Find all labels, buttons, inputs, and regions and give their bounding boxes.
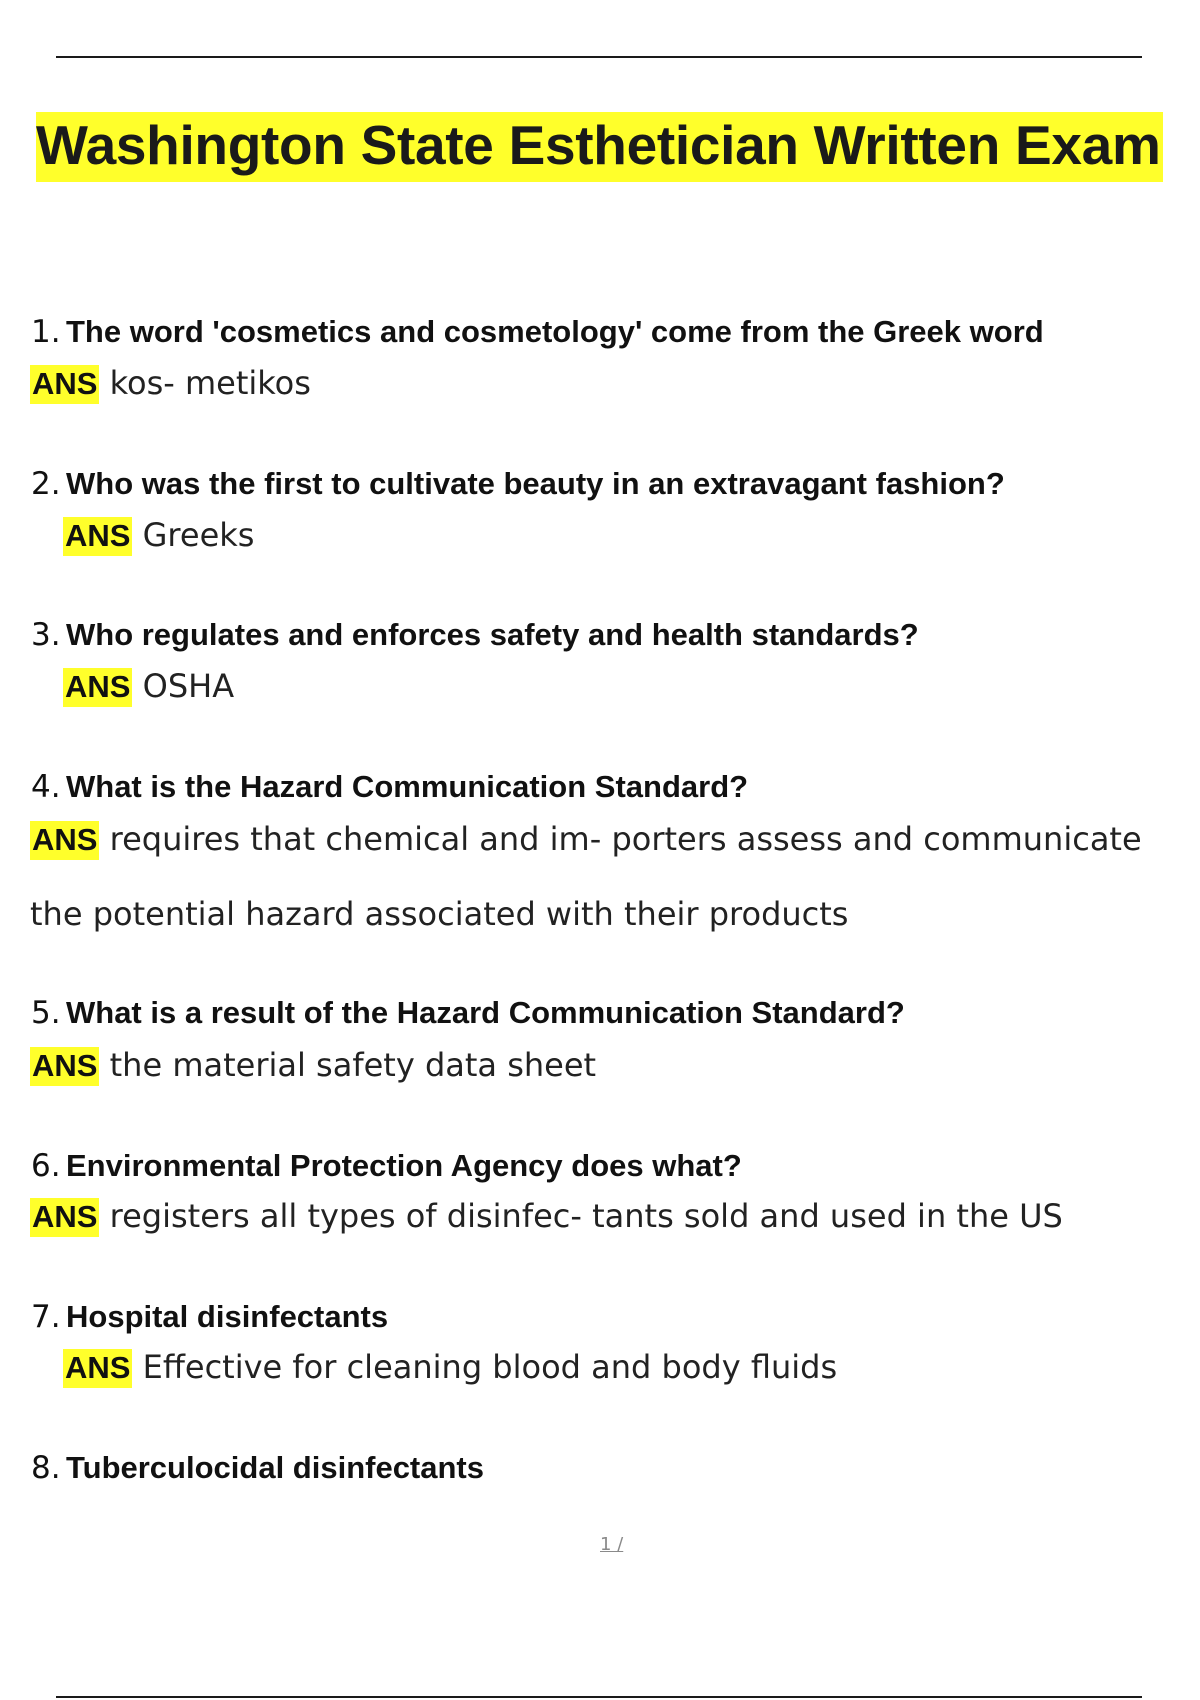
question-number: 7. [31,1299,61,1335]
answer-tag: ANS [30,821,99,860]
answer-text: Effective for cleaning blood and body fluids [142,1348,838,1386]
question-number: 6. [31,1148,61,1184]
question-number: 3. [31,617,61,653]
answer-tag: ANS [63,517,132,556]
answer-6 [0,1197,1200,1235]
question-text: What is the Hazard Communication Standard? [66,769,749,804]
answer-3 [0,667,1200,705]
top-rule [56,56,1142,58]
answer-text: kos- metikos [109,364,311,402]
answer-tag: ANS [63,1349,132,1388]
answer-4 [0,820,1200,858]
document-title-highlight: Washington State Esthetician Written Exam [36,112,1163,182]
answer-text: OSHA [142,667,235,705]
answer-7 [0,1348,1200,1386]
answer-tag: ANS [30,1198,99,1237]
answer-text: Greeks [142,516,255,554]
question-number: 8. [31,1450,61,1486]
question-text: Who was the first to cultivate beauty in an extravagant fashion? [66,466,1005,501]
question-text: Hospital disinfectants [66,1299,389,1334]
page-number: 1 / [600,1534,624,1555]
answer-tag: ANS [63,668,132,707]
answer-tag: ANS [30,1047,99,1086]
answer-text: registers all types of disinfec- tants sold and used in the US [109,1197,1063,1235]
document-title [36,108,1163,182]
bottom-rule [56,1696,1142,1698]
answer-text: the potential hazard associated with their products [30,895,849,933]
answer-text: the material safety data sheet [109,1046,597,1084]
question-text: Who regulates and enforces safety and health standards? [66,617,919,652]
question-number: 4. [31,769,61,805]
question-text: Environmental Protection Agency does what? [66,1148,742,1183]
answer-4-continued [0,895,1200,933]
answer-tag: ANS [30,365,99,404]
answer-5 [0,1046,1200,1084]
question-number: 1. [31,314,61,350]
answer-2 [0,516,1200,554]
answer-1 [0,364,1200,402]
question-text: Tuberculocidal disinfectants [66,1450,485,1485]
answer-text: requires that chemical and im- porters assess and communicate [109,820,1142,858]
question-text: What is a result of the Hazard Communication Standard? [66,995,905,1030]
question-text: The word 'cosmetics and cosmetology' come from the Greek word [66,314,1044,349]
question-number: 5. [31,995,61,1031]
question-number: 2. [31,466,61,502]
